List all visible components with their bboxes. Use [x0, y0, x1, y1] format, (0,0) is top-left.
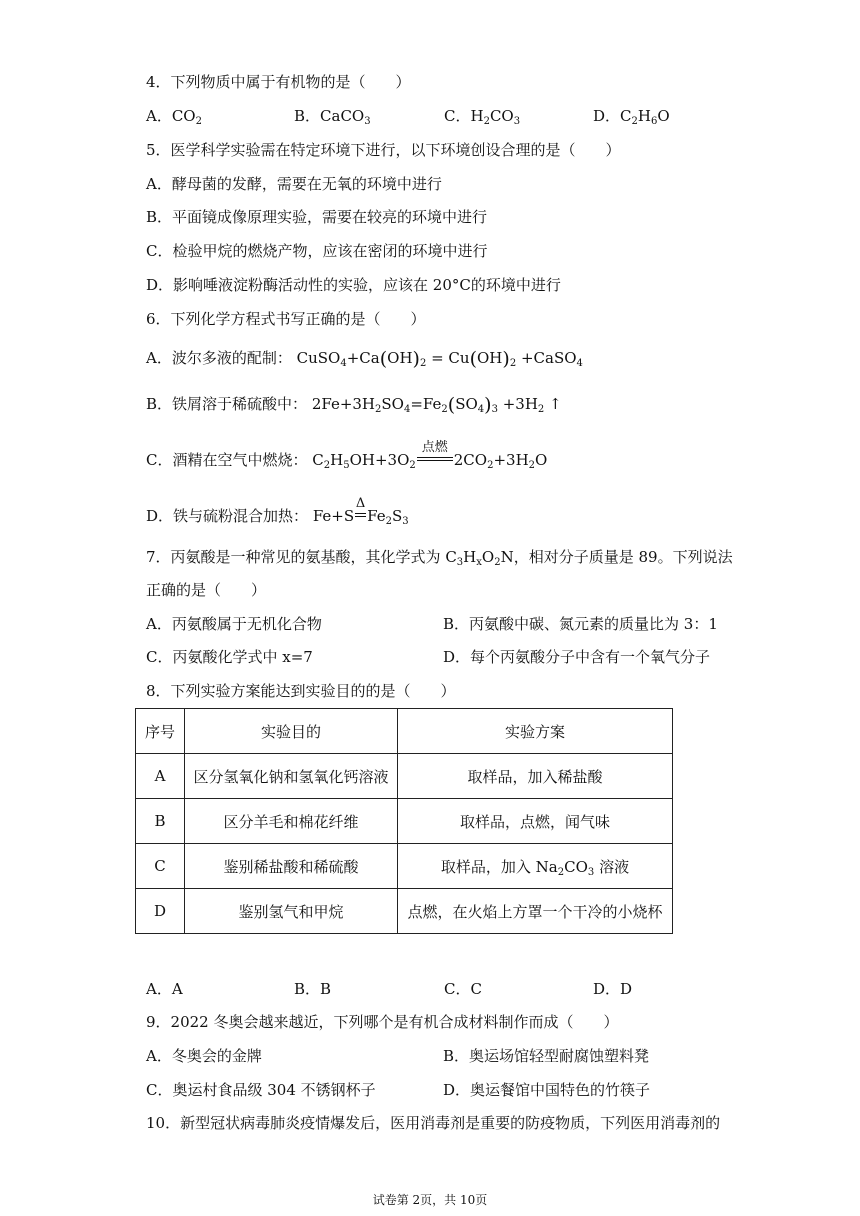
q7-option-a: A．丙氨酸属于无机化合物 — [146, 615, 322, 633]
q5-option-a: A．酵母菌的发酵，需要在无氧的环境中进行 — [146, 175, 442, 193]
q8-stem: 8．下列实验方案能达到实验目的的是（ ） — [146, 682, 456, 700]
q5-option-d: D．影响唾液淀粉酶活动性的实验，应该在 20°C的环境中进行 — [146, 276, 561, 294]
row-plan: 点燃，在火焰上方罩一个干冷的小烧杯 — [398, 889, 673, 934]
q9-option-c: C．奥运村食品级 304 不锈钢杯子 — [146, 1081, 376, 1099]
q4-stem: 4．下列物质中属于有机物的是（ ） — [146, 73, 411, 91]
q9-option-b: B．奥运场馆轻型耐腐蚀塑料凳 — [443, 1047, 650, 1065]
q10-stem: 10．新型冠状病毒肺炎疫情爆发后，医用消毒剂是重要的防疫物质，下列医用消毒剂的 — [146, 1114, 721, 1132]
q9-option-d: D．奥运餐馆中国特色的竹筷子 — [443, 1081, 651, 1099]
q4-option-a: A．$CO_2$ — [146, 107, 202, 127]
q8-option-a: A．A — [146, 980, 183, 998]
q7-option-d: D．每个丙氨酸分子中含有一个氧气分子 — [443, 648, 711, 666]
table-row — [136, 754, 673, 799]
row-goal: 鉴别稀盐酸和稀硫酸 — [185, 844, 398, 889]
q7-stem-line1: 7．丙氨酸是一种常见的氨基酸，其化学式为 $C_3H_xO_2N$，相对分子质量是 89。下列说法 — [146, 548, 733, 568]
row-id: D — [136, 889, 185, 934]
q6-equation-b: $2Fe+3H_2SO_4=Fe_2(SO_4)_3 +3H_2$ ↑ — [311, 394, 562, 416]
header-plan: 实验方案 — [398, 709, 673, 754]
row-id: A — [136, 754, 185, 799]
page-footer: 试卷第 2页，共 10页 — [372, 1193, 488, 1207]
table-header-row — [136, 709, 673, 754]
q9-stem: 9．2022 冬奥会越来越近，下列哪个是有机合成材料制作而成（ ） — [146, 1013, 619, 1031]
row-plan: 取样品，加入稀盐酸 — [398, 754, 673, 799]
row-goal: 鉴别氢气和甲烷 — [185, 889, 398, 934]
q6-equation-a: $CuSO_4+Ca(OH)_2 = Cu(OH)_2$ +CaSO$_4$ — [296, 348, 583, 370]
q8-option-b: B．B — [294, 980, 332, 998]
q8-option-c: C．C — [444, 980, 482, 998]
q6-option-d: D．铁与硫粉混合加热： Fe+S Δ $Fe_2S_3$ — [146, 496, 409, 527]
q6-equation-c: $C_2H_5OH+3O_2$ 点燃 $2CO_2+3H_2O$ — [312, 440, 548, 471]
q6-option-a: A．波尔多液的配制： $CuSO_4+Ca(OH)_2 = Cu(OH)_2$ +CaSO$_4$ — [146, 348, 583, 370]
q5-option-b: B．平面镜成像原理实验，需要在较亮的环境中进行 — [146, 208, 488, 226]
q4-option-c: C．$H_2CO_3$ — [444, 107, 521, 127]
q4-option-b: B．CaCO$_3$ — [294, 107, 371, 127]
header-index: 序号 — [136, 709, 185, 754]
row-plan: 取样品，加入 $Na_2CO_3$ 溶液 — [398, 844, 673, 889]
row-id: C — [136, 844, 185, 889]
table-row — [136, 799, 673, 844]
row-goal: 区分氢氧化钠和氢氧化钙溶液 — [185, 754, 398, 799]
q7-stem-line2: 正确的是（ ） — [146, 581, 267, 599]
q8-option-d: D．D — [593, 980, 633, 998]
header-goal: 实验目的 — [185, 709, 398, 754]
row-plan: 取样品，点燃，闻气味 — [398, 799, 673, 844]
q6-stem: 6．下列化学方程式书写正确的是（ ） — [146, 310, 426, 328]
row-goal: 区分羊毛和棉花纤维 — [185, 799, 398, 844]
q5-stem: 5．医学科学实验需在特定环境下进行，以下环境创设合理的是（ ） — [146, 141, 621, 159]
q9-option-a: A．冬奥会的金牌 — [146, 1047, 262, 1065]
q4-option-d: D．$C_2H_6O$ — [593, 107, 670, 127]
reaction-condition-heat: Δ — [355, 506, 366, 526]
q5-option-c: C．检验甲烷的燃烧产物，应该在密闭的环境中进行 — [146, 242, 488, 260]
q7-option-b: B．丙氨酸中碳、氮元素的质量比为 3：1 — [443, 615, 718, 633]
table-row — [136, 889, 673, 934]
row-id: B — [136, 799, 185, 844]
q6-option-b: B．铁屑溶于稀硫酸中： $2Fe+3H_2SO_4=Fe_2(SO_4)_3 +3H_2$ ↑ — [146, 394, 562, 416]
experiment-table — [135, 708, 673, 934]
q7-option-c: C．丙氨酸化学式中 x=7 — [146, 648, 313, 666]
table-row — [136, 844, 673, 889]
q6-equation-d: Fe+S Δ $Fe_2S_3$ — [312, 496, 409, 527]
q6-option-c: C．酒精在空气中燃烧： $C_2H_5OH+3O_2$ 点燃 $2CO_2+3H_2O$ — [146, 440, 548, 471]
reaction-condition-ignite: 点燃 — [417, 450, 453, 470]
